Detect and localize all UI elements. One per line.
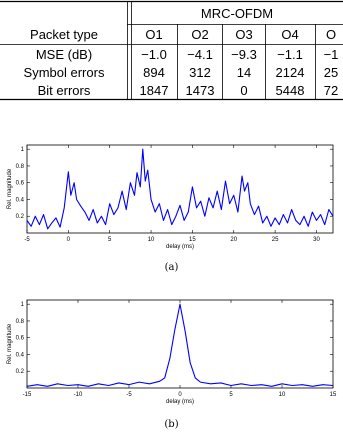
table-cell: 312 (189, 65, 211, 80)
table-cell: −4.1 (187, 47, 213, 62)
x-tick-label: -10 (73, 392, 83, 398)
x-tick-label: 15 (189, 237, 196, 243)
table-col-o4: O4 (281, 27, 299, 42)
x-tick-label: 15 (329, 392, 337, 398)
table-col-o3: O3 (235, 27, 253, 42)
table-cell: 14 (236, 65, 252, 80)
y-tick-label: 0.2 (15, 369, 24, 376)
y-tick-label: 0.4 (15, 197, 24, 204)
table-cell: 0 (240, 83, 248, 98)
table-cell: 72 (323, 83, 339, 98)
table-cell: 5448 (275, 83, 305, 98)
impulse-response-plot-b (0, 290, 343, 410)
x-tick-label: 5 (108, 237, 112, 243)
y-tick-label: 0.2 (15, 214, 24, 221)
table-cell: −1 (323, 47, 339, 62)
table-cell: 894 (143, 65, 165, 80)
table-cell: −1.0 (141, 47, 167, 62)
y-axis-label: Rel. magnitude (7, 323, 13, 365)
table-row-label: Symbol errors (23, 65, 105, 80)
x-tick-label: 5 (229, 392, 233, 398)
x-tick-label: 0 (66, 237, 71, 243)
x-axis-label: delay (ms) (165, 244, 195, 250)
table-cell: −9.3 (231, 47, 257, 62)
y-tick-label: 1 (20, 302, 24, 309)
y-axis-label: Rel. magnitude (7, 168, 13, 210)
table-cell: −1.1 (277, 47, 303, 62)
y-tick-label: 0.6 (15, 335, 24, 342)
table-cell: 1847 (139, 83, 169, 98)
x-tick-label: 20 (230, 237, 238, 243)
table-group-header: MRC-OFDM (200, 6, 274, 21)
impulse-response-plot-a (0, 135, 343, 255)
plot-frame (27, 300, 333, 388)
table-cell: 25 (323, 65, 339, 80)
x-tick-label: 0 (178, 392, 182, 398)
y-tick-label: 1 (20, 147, 24, 154)
table-col-o5: O (325, 27, 337, 42)
figure-caption-a: (a) (164, 262, 179, 273)
table-row-label: Bit errors (37, 83, 91, 98)
y-tick-label: 0.8 (15, 163, 24, 170)
table-col-o1: O1 (145, 27, 163, 42)
y-tick-label: 0.8 (15, 318, 24, 325)
y-tick-label: 0.4 (15, 352, 24, 359)
table-cell: 1473 (185, 83, 215, 98)
table-col-header: Packet type (30, 27, 98, 42)
x-tick-label: 25 (271, 237, 279, 243)
x-axis-label: delay (ms) (165, 399, 195, 405)
x-tick-label: -5 (24, 237, 30, 243)
x-tick-label: 10 (147, 237, 155, 243)
figure-caption-b: (b) (164, 419, 179, 430)
table-cell: 2124 (275, 65, 305, 80)
x-tick-label: -15 (22, 392, 32, 398)
results-table (0, 0, 343, 105)
table-row-label: MSE (dB) (35, 47, 93, 62)
x-tick-label: -5 (126, 392, 132, 398)
x-tick-label: 30 (313, 237, 320, 243)
x-tick-label: 10 (278, 392, 286, 398)
table-col-o2: O2 (191, 27, 209, 42)
y-tick-label: 0.6 (15, 180, 24, 187)
